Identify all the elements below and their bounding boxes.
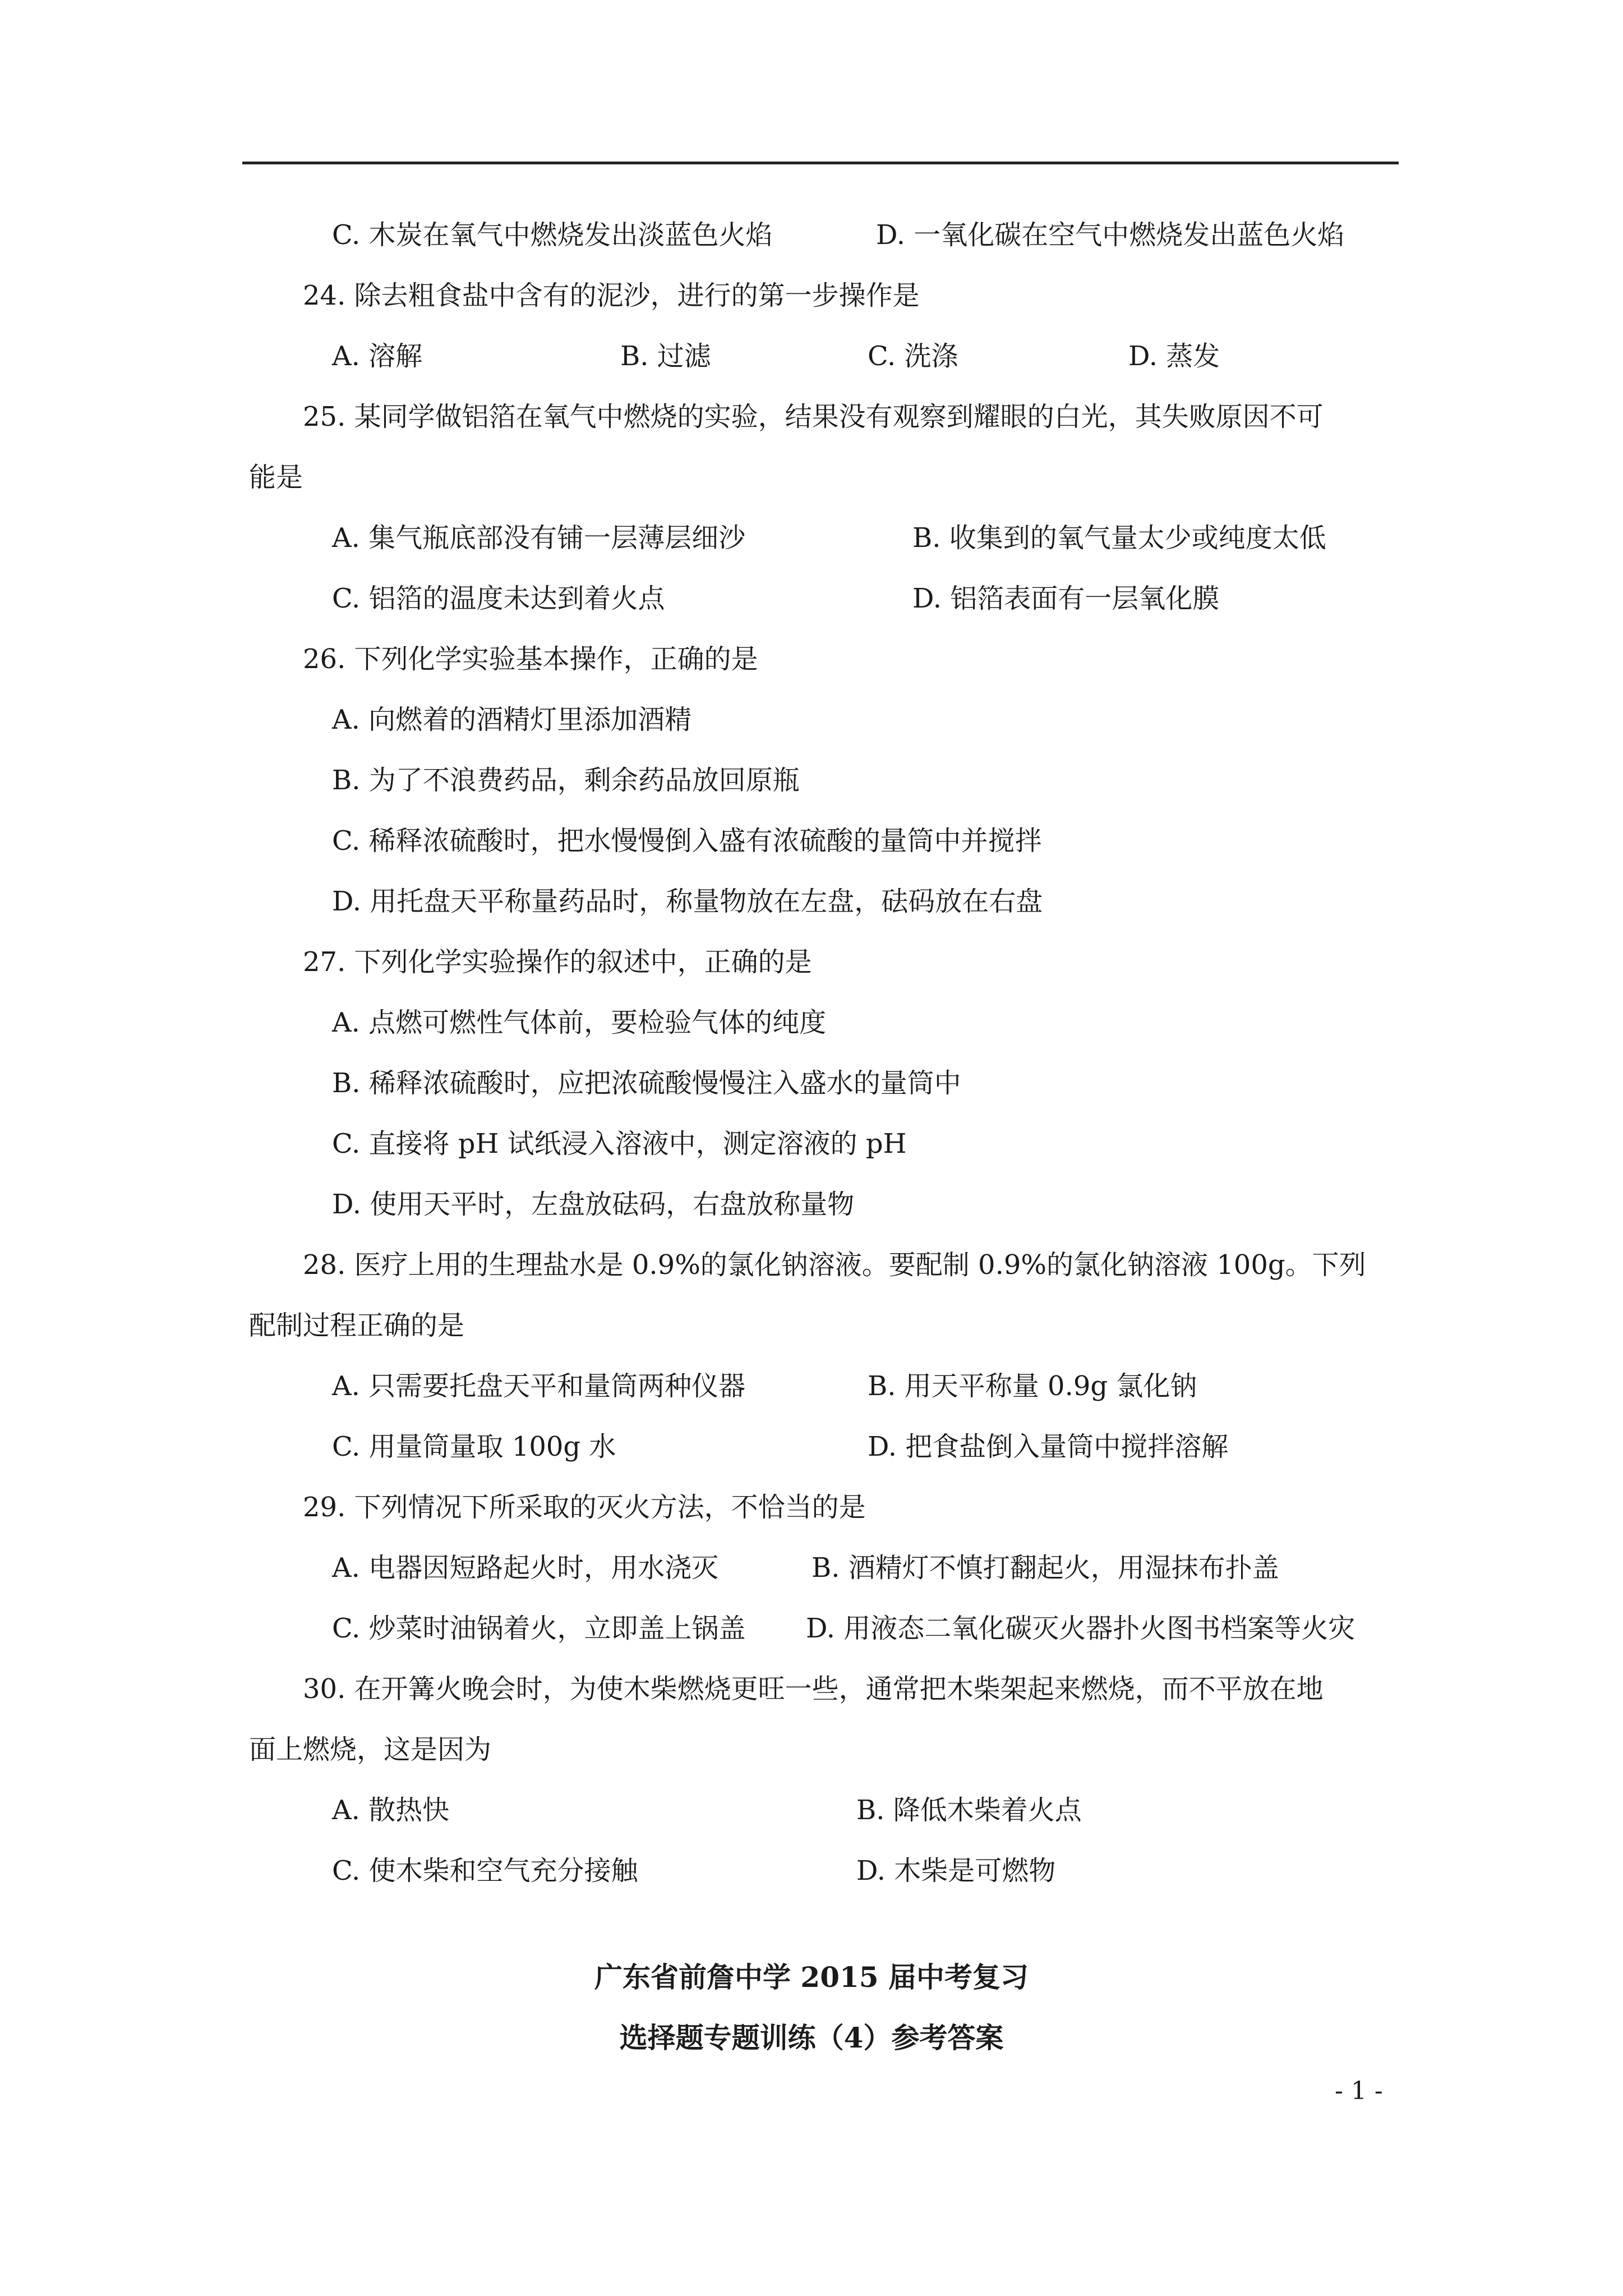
q29-stem: 29. 下列情况下所采取的灭火方法，不恰当的是 [303,1492,866,1523]
q27-option-d: D. 使用天平时，左盘放砝码，右盘放称量物 [332,1189,855,1220]
q25-option-d: D. 铝箔表面有一层氧化膜 [912,583,1220,614]
q30-stem-line2: 面上燃烧，这是因为 [249,1734,492,1765]
answer-heading-line1: 广东省前詹中学 2015 届中考复习 [594,1961,1029,1994]
q28-stem-line2: 配制过程正确的是 [249,1310,465,1341]
q27-option-a: A. 点燃可燃性气体前，要检验气体的纯度 [332,1007,827,1038]
q25-stem-line1: 25. 某同学做铝箔在氧气中燃烧的实验，结果没有观察到耀眼的白光，其失败原因不可 [303,401,1324,432]
q30-option-b: B. 降低木柴着火点 [856,1795,1082,1826]
q27-option-b: B. 稀释浓硫酸时，应把浓硫酸慢慢注入盛水的量筒中 [332,1068,961,1099]
q26-option-c: C. 稀释浓硫酸时，把水慢慢倒入盛有浓硫酸的量筒中并搅拌 [332,825,1042,857]
q29-option-a: A. 电器因短路起火时，用水浇灭 [332,1552,719,1584]
q30-option-a: A. 散热快 [332,1795,450,1826]
q27-stem: 27. 下列化学实验操作的叙述中，正确的是 [303,946,812,978]
page-number: - 1 - [1335,2077,1383,2105]
q23-option-c: C. 木炭在氧气中燃烧发出淡蓝色火焰 [332,219,773,251]
q30-option-c: C. 使木柴和空气充分接触 [332,1855,638,1887]
q25-stem-line2: 能是 [249,462,303,493]
q23-option-d: D. 一氧化碳在空气中燃烧发出蓝色火焰 [876,219,1345,251]
q25-option-c: C. 铝箔的温度未达到着火点 [332,583,665,614]
q28-stem-line1: 28. 医疗上用的生理盐水是 0.9%的氯化钠溶液。要配制 0.9%的氯化钠溶液 100g。下列 [303,1249,1366,1281]
q25-option-b: B. 收集到的氧气量太少或纯度太低 [912,522,1326,554]
q26-stem: 26. 下列化学实验基本操作，正确的是 [303,643,758,675]
q25-option-a: A. 集气瓶底部没有铺一层薄层细沙 [332,522,746,554]
q24-option-c: C. 洗涤 [868,341,958,372]
q24-option-b: B. 过滤 [620,341,711,372]
q30-option-d: D. 木柴是可燃物 [856,1855,1056,1887]
answer-heading-line2: 选择题专题训练（4）参考答案 [619,2021,1004,2054]
q24-option-d: D. 蒸发 [1128,341,1220,372]
q28-option-a: A. 只需要托盘天平和量筒两种仪器 [332,1370,746,1402]
q29-option-c: C. 炒菜时油锅着火，立即盖上锅盖 [332,1613,746,1644]
q26-option-a: A. 向燃着的酒精灯里添加酒精 [332,704,692,735]
q26-option-d: D. 用托盘天平称量药品时，称量物放在左盘，砝码放在右盘 [332,886,1043,917]
q28-option-d: D. 把食盐倒入量筒中搅拌溶解 [868,1431,1229,1462]
q24-stem: 24. 除去粗食盐中含有的泥沙，进行的第一步操作是 [303,280,920,311]
q29-option-d: D. 用液态二氧化碳灭火器扑火图书档案等火灾 [806,1613,1355,1644]
header-rule [242,162,1399,164]
q28-option-c: C. 用量筒量取 100g 水 [332,1431,616,1462]
q27-option-c: C. 直接将 pH 试纸浸入溶液中，测定溶液的 pH [332,1128,907,1159]
q30-stem-line1: 30. 在开篝火晚会时，为使木柴燃烧更旺一些，通常把木柴架起来燃烧，而不平放在地 [303,1673,1324,1705]
q29-option-b: B. 酒精灯不慎打翻起火，用湿抹布扑盖 [811,1552,1279,1584]
q26-option-b: B. 为了不浪费药品，剩余药品放回原瓶 [332,765,800,796]
q28-option-b: B. 用天平称量 0.9g 氯化钠 [868,1370,1197,1402]
q24-option-a: A. 溶解 [332,341,423,372]
